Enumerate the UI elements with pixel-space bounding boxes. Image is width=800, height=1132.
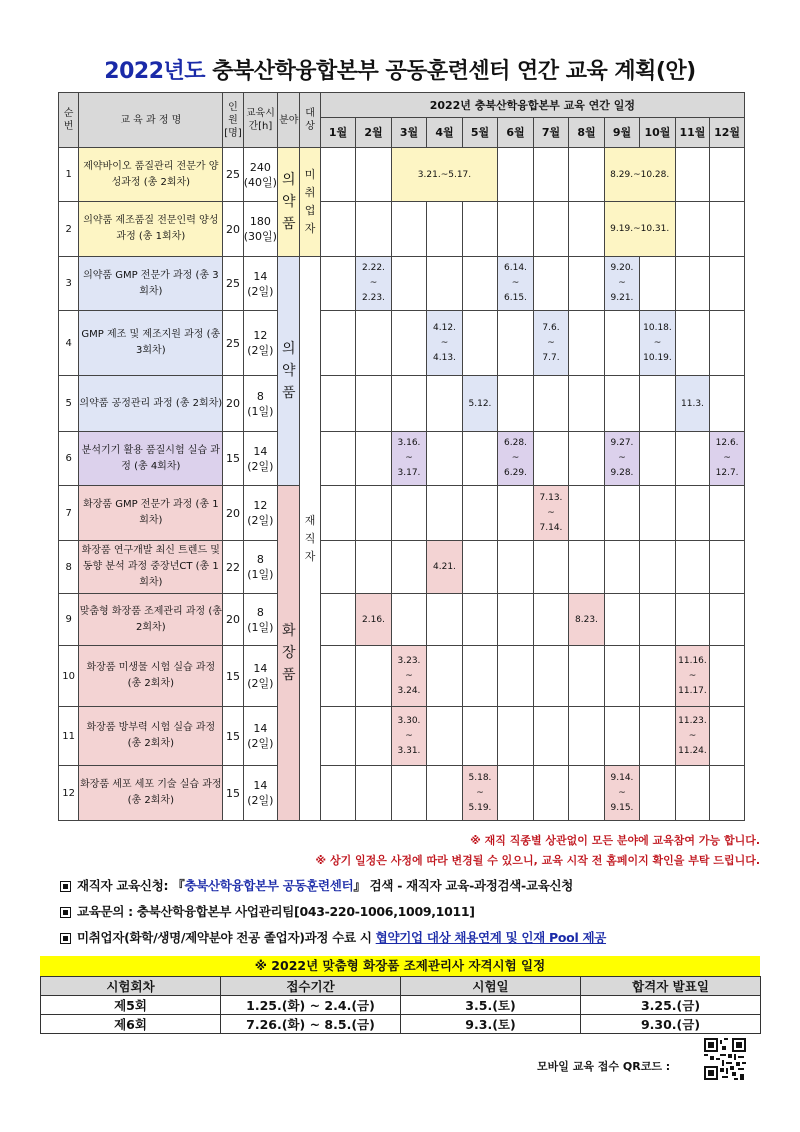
title-text: 충북산학융합본부 공동훈련센터 연간 교육 계획(안) (212, 59, 696, 84)
empty-cell (675, 486, 709, 541)
empty-cell (356, 432, 392, 486)
empty-cell (427, 707, 463, 766)
schedule-cell: 4.12. ~ 4.13. (427, 311, 463, 376)
empty-cell (533, 541, 569, 594)
schedule-cell: 11.3. (675, 376, 709, 432)
empty-cell (320, 541, 356, 594)
schedule-cell: 11.23. ~ 11.24. (675, 707, 709, 766)
empty-cell (640, 594, 676, 646)
empty-cell (356, 376, 392, 432)
schedule-cell: 9.14. ~ 9.15. (604, 766, 640, 821)
course-name: 화장품 미생물 시험 실습 과정 (총 2회차) (79, 646, 223, 707)
empty-cell (356, 766, 392, 821)
table-row (59, 432, 745, 486)
empty-cell (498, 707, 534, 766)
empty-cell (569, 202, 605, 257)
course-hours: 8 (1일) (243, 376, 277, 432)
empty-cell (427, 432, 463, 486)
schedule-cell: 9.27. ~ 9.28. (604, 432, 640, 486)
course-name: 의약품 공정관리 과정 (총 2회차) (79, 376, 223, 432)
apply-site-name: 충북산학융합본부 공동훈련센터 (184, 878, 354, 893)
empty-cell (675, 311, 709, 376)
course-number: 5 (59, 376, 79, 432)
course-personnel: 20 (223, 376, 243, 432)
empty-cell (462, 646, 498, 707)
empty-cell (640, 376, 676, 432)
empty-cell (533, 646, 569, 707)
month-header: 8월 (569, 118, 605, 148)
empty-cell (498, 376, 534, 432)
month-header: 7월 (533, 118, 569, 148)
month-header: 4월 (427, 118, 463, 148)
empty-cell (533, 594, 569, 646)
course-personnel: 20 (223, 594, 243, 646)
empty-cell (391, 541, 427, 594)
empty-cell (498, 311, 534, 376)
empty-cell (640, 486, 676, 541)
empty-cell (604, 541, 640, 594)
schedule-cell: 6.28. ~ 6.29. (498, 432, 534, 486)
schedule-cell: 3.23. ~ 3.24. (391, 646, 427, 707)
empty-cell (675, 202, 709, 257)
course-hours: 14 (2일) (243, 646, 277, 707)
month-header: 9월 (604, 118, 640, 148)
month-header: 1월 (320, 118, 356, 148)
empty-cell (320, 376, 356, 432)
page-title (0, 54, 800, 85)
empty-cell (498, 541, 534, 594)
schedule-cell: 3.21.~5.17. (391, 148, 498, 202)
empty-cell (356, 486, 392, 541)
course-hours: 14 (2일) (243, 707, 277, 766)
schedule-cell: 7.13. ~ 7.14. (533, 486, 569, 541)
table-row (59, 707, 745, 766)
empty-cell (462, 541, 498, 594)
schedule-cell: 8.29.~10.28. (604, 148, 675, 202)
empty-cell (710, 202, 745, 257)
course-name: 맞춤형 화장품 조제관리 과정 (총 2회차) (79, 594, 223, 646)
course-hours: 240 (40일) (243, 148, 277, 202)
empty-cell (604, 707, 640, 766)
empty-cell (498, 766, 534, 821)
info-contact: 교육문의 : 충북산학융합본부 사업관리팀[043-220-1006,1009,1011] (60, 902, 475, 920)
schedule-cell: 5.18. ~ 5.19. (462, 766, 498, 821)
empty-cell (640, 646, 676, 707)
empty-cell (320, 311, 356, 376)
qr-code-icon[interactable] (704, 1038, 746, 1080)
course-personnel: 20 (223, 486, 243, 541)
empty-cell (462, 594, 498, 646)
schedule-cell: 3.16. ~ 3.17. (391, 432, 427, 486)
empty-cell (533, 432, 569, 486)
course-name: 화장품 연구개발 최신 트렌드 및 동향 분석 과정 중장년CT (총 1회차) (79, 541, 223, 594)
course-number: 11 (59, 707, 79, 766)
empty-cell (391, 202, 427, 257)
empty-cell (462, 432, 498, 486)
empty-cell (569, 432, 605, 486)
empty-cell (675, 148, 709, 202)
empty-cell (569, 646, 605, 707)
empty-cell (640, 432, 676, 486)
note-schedule-change: ※ 상기 일정은 사정에 따라 변경될 수 있으니, 교육 시작 전 홈페이지 확인을 부탁 드립니다. (315, 854, 760, 867)
empty-cell (427, 594, 463, 646)
course-personnel: 25 (223, 148, 243, 202)
empty-cell (675, 594, 709, 646)
course-name: 화장품 세포 세포 기술 실습 과정 (총 2회차) (79, 766, 223, 821)
header-target: 대상 (300, 93, 320, 148)
course-number: 7 (59, 486, 79, 541)
schedule-cell: 9.20. ~ 9.21. (604, 257, 640, 311)
month-header: 5월 (462, 118, 498, 148)
schedule-cell: 2.22. ~ 2.23. (356, 257, 392, 311)
table-row (59, 202, 745, 257)
empty-cell (710, 376, 745, 432)
empty-cell (462, 707, 498, 766)
empty-cell (320, 766, 356, 821)
category-pharma: 의 약 품 (278, 148, 300, 257)
schedule-cell: 6.14. ~ 6.15. (498, 257, 534, 311)
empty-cell (391, 311, 427, 376)
empty-cell (533, 202, 569, 257)
title-year: 2022년도 (104, 59, 206, 84)
empty-cell (427, 766, 463, 821)
exam-header-date: 시험일 (401, 977, 581, 996)
schedule-cell: 4.21. (427, 541, 463, 594)
course-name: GMP 제조 및 제조지원 과정 (총 3회차) (79, 311, 223, 376)
empty-cell (569, 707, 605, 766)
course-personnel: 22 (223, 541, 243, 594)
category-cosmetic: 화 장 품 (278, 486, 300, 821)
empty-cell (356, 541, 392, 594)
empty-cell (320, 594, 356, 646)
month-header: 2월 (356, 118, 392, 148)
exam-cell: 9.30.(금) (581, 1015, 761, 1034)
empty-cell (569, 376, 605, 432)
table-row (59, 646, 745, 707)
empty-cell (710, 594, 745, 646)
empty-cell (427, 486, 463, 541)
course-number: 10 (59, 646, 79, 707)
month-header: 12월 (710, 118, 745, 148)
empty-cell (710, 766, 745, 821)
course-name: 분석기기 활용 품질시험 실습 과정 (총 4회차) (79, 432, 223, 486)
empty-cell (569, 486, 605, 541)
employment-link[interactable]: 협약기업 대상 채용연계 및 인재 Pool 제공 (375, 930, 607, 945)
empty-cell (356, 148, 392, 202)
schedule-cell: 2.16. (356, 594, 392, 646)
target-unemployed: 미 취 업 자 (300, 148, 320, 257)
empty-cell (675, 257, 709, 311)
schedule-cell: 10.18. ~ 10.19. (640, 311, 676, 376)
course-hours: 8 (1일) (243, 541, 277, 594)
schedule-cell: 11.16. ~ 11.17. (675, 646, 709, 707)
empty-cell (533, 148, 569, 202)
empty-cell (533, 376, 569, 432)
empty-cell (498, 594, 534, 646)
category-pharma: 의 약 품 (278, 257, 300, 486)
schedule-cell: 3.30. ~ 3.31. (391, 707, 427, 766)
course-personnel: 15 (223, 766, 243, 821)
empty-cell (462, 202, 498, 257)
info-apply: 재직자 교육신청: 『충북산학융합본부 공동훈련센터』 검색 - 재직자 교육-과정검색-교육신청 (60, 876, 573, 894)
empty-cell (675, 541, 709, 594)
empty-cell (498, 646, 534, 707)
schedule-cell: 5.12. (462, 376, 498, 432)
empty-cell (427, 646, 463, 707)
empty-cell (710, 486, 745, 541)
bullet-icon (60, 907, 71, 918)
empty-cell (391, 766, 427, 821)
empty-cell (710, 311, 745, 376)
empty-cell (356, 311, 392, 376)
table-row (59, 311, 745, 376)
table-row (59, 594, 745, 646)
note-all-fields: ※ 재직 직종별 상관없이 모든 분야에 교육참여 가능 합니다. (470, 834, 760, 847)
empty-cell (533, 257, 569, 311)
month-header: 11월 (675, 118, 709, 148)
empty-cell (569, 148, 605, 202)
empty-cell (356, 202, 392, 257)
exam-cell: 제6회 (41, 1015, 221, 1034)
bullet-icon (60, 933, 71, 944)
course-name: 의약품 GMP 전문가 과정 (총 3회차) (79, 257, 223, 311)
header-hours: 교육시간[h] (243, 93, 277, 148)
month-header: 6월 (498, 118, 534, 148)
course-hours: 14 (2일) (243, 766, 277, 821)
empty-cell (604, 376, 640, 432)
empty-cell (320, 707, 356, 766)
course-hours: 180 (30일) (243, 202, 277, 257)
empty-cell (569, 766, 605, 821)
table-row (59, 376, 745, 432)
empty-cell (533, 707, 569, 766)
empty-cell (320, 202, 356, 257)
course-name: 화장품 GMP 전문가 과정 (총 1회차) (79, 486, 223, 541)
empty-cell (675, 766, 709, 821)
target-employed: 재 직 자 (300, 257, 320, 821)
course-number: 1 (59, 148, 79, 202)
course-personnel: 15 (223, 432, 243, 486)
header-num: 순번 (59, 93, 79, 148)
table-row (59, 541, 745, 594)
header-personnel: 인원[명] (223, 93, 243, 148)
empty-cell (427, 202, 463, 257)
empty-cell (462, 311, 498, 376)
empty-cell (675, 432, 709, 486)
empty-cell (320, 646, 356, 707)
empty-cell (391, 486, 427, 541)
course-name: 제약바이오 품질관리 전문가 양성과정 (총 2회차) (79, 148, 223, 202)
schedule-cell: 7.6. ~ 7.7. (533, 311, 569, 376)
course-number: 6 (59, 432, 79, 486)
empty-cell (427, 257, 463, 311)
schedule-cell: 12.6. ~ 12.7. (710, 432, 745, 486)
exam-cell: 1.25.(화) ~ 2.4.(금) (221, 996, 401, 1015)
qr-label: 모바일 교육 접수 QR코드 : (537, 1060, 671, 1073)
course-hours: 12 (2일) (243, 311, 277, 376)
course-name: 의약품 제조품질 전문인력 양성과정 (총 1회차) (79, 202, 223, 257)
header-course: 교 육 과 정 명 (79, 93, 223, 148)
exam-cell: 3.5.(토) (401, 996, 581, 1015)
course-name: 화장품 방부력 시험 실습 과정 (총 2회차) (79, 707, 223, 766)
course-hours: 8 (1일) (243, 594, 277, 646)
empty-cell (640, 541, 676, 594)
empty-cell (391, 376, 427, 432)
course-personnel: 25 (223, 311, 243, 376)
course-hours: 14 (2일) (243, 432, 277, 486)
schedule-cell: 8.23. (569, 594, 605, 646)
course-number: 2 (59, 202, 79, 257)
course-hours: 12 (2일) (243, 486, 277, 541)
exam-cell: 3.25.(금) (581, 996, 761, 1015)
schedule-cell: 9.19.~10.31. (604, 202, 675, 257)
empty-cell (710, 148, 745, 202)
course-personnel: 25 (223, 257, 243, 311)
empty-cell (710, 257, 745, 311)
empty-cell (391, 257, 427, 311)
course-personnel: 15 (223, 707, 243, 766)
header-schedule: 2022년 충북산학융합본부 교육 연간 일정 (320, 93, 744, 118)
empty-cell (640, 257, 676, 311)
course-number: 3 (59, 257, 79, 311)
info-unemployed: 미취업자(화학/생명/제약분야 전공 졸업자)과정 수료 시 협약기업 대상 채용연계 및 인재 Pool 제공 (60, 928, 606, 946)
empty-cell (710, 707, 745, 766)
course-hours: 14 (2일) (243, 257, 277, 311)
empty-cell (604, 486, 640, 541)
course-number: 4 (59, 311, 79, 376)
empty-cell (604, 646, 640, 707)
empty-cell (320, 148, 356, 202)
course-personnel: 20 (223, 202, 243, 257)
month-header: 10월 (640, 118, 676, 148)
table-row (59, 766, 745, 821)
exam-cell: 제5회 (41, 996, 221, 1015)
bullet-icon (60, 881, 71, 892)
table-row (59, 486, 745, 541)
header-field: 분야 (278, 93, 300, 148)
empty-cell (710, 646, 745, 707)
empty-cell (462, 257, 498, 311)
empty-cell (569, 311, 605, 376)
exam-schedule-table (40, 976, 761, 1034)
empty-cell (569, 257, 605, 311)
exam-header-period: 접수기간 (221, 977, 401, 996)
course-personnel: 15 (223, 646, 243, 707)
empty-cell (640, 707, 676, 766)
empty-cell (710, 541, 745, 594)
empty-cell (462, 486, 498, 541)
month-header: 3월 (391, 118, 427, 148)
empty-cell (604, 594, 640, 646)
empty-cell (498, 202, 534, 257)
empty-cell (640, 766, 676, 821)
empty-cell (498, 486, 534, 541)
table-row (59, 257, 745, 311)
empty-cell (320, 257, 356, 311)
exam-cell: 7.26.(화) ~ 8.5.(금) (221, 1015, 401, 1034)
empty-cell (356, 707, 392, 766)
empty-cell (604, 311, 640, 376)
training-plan-table (58, 92, 745, 821)
empty-cell (391, 594, 427, 646)
course-number: 8 (59, 541, 79, 594)
empty-cell (533, 766, 569, 821)
empty-cell (320, 486, 356, 541)
empty-cell (320, 432, 356, 486)
empty-cell (427, 376, 463, 432)
empty-cell (498, 148, 534, 202)
table-row (59, 148, 745, 202)
course-number: 9 (59, 594, 79, 646)
exam-header-round: 시험회차 (41, 977, 221, 996)
exam-header-announce: 합격자 발표일 (581, 977, 761, 996)
course-number: 12 (59, 766, 79, 821)
empty-cell (356, 646, 392, 707)
exam-cell: 9.3.(토) (401, 1015, 581, 1034)
empty-cell (569, 541, 605, 594)
exam-title: ※ 2022년 맞춤형 화장품 조제관리사 자격시험 일정 (40, 956, 760, 976)
